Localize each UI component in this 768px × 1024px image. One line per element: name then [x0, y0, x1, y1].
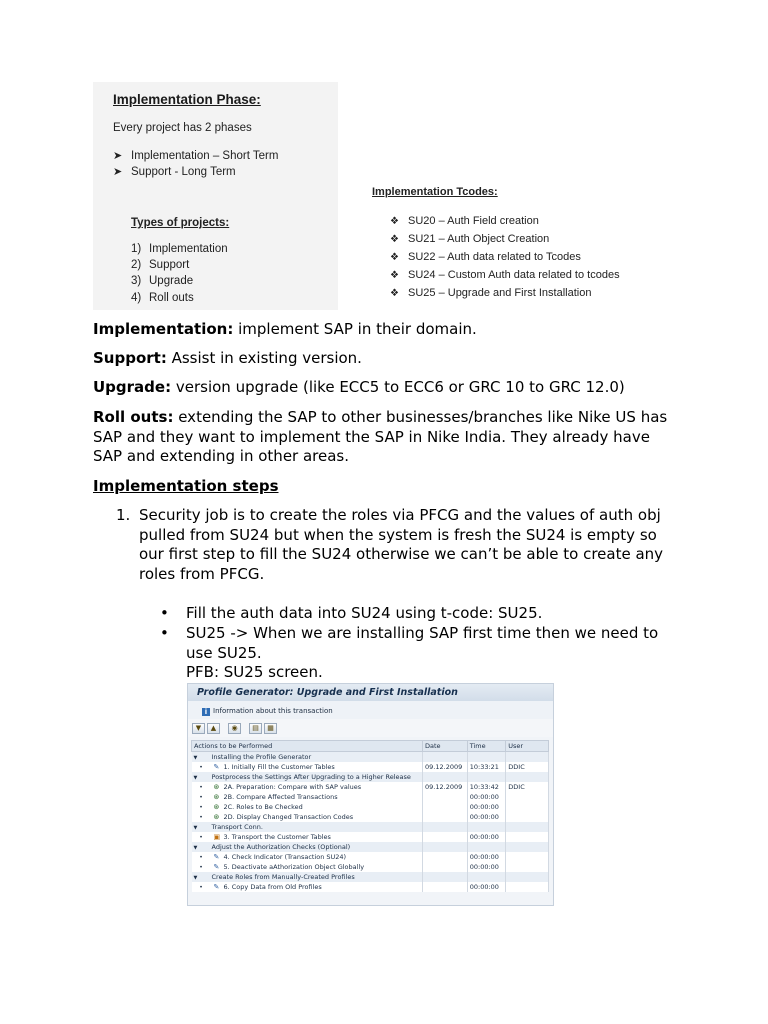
- action-cell: [192, 832, 423, 842]
- action-cell: [192, 802, 423, 812]
- bullet-item: • SU25 -> When we are installing SAP first time then we need to use SU25. PFB: SU25 screen.: [160, 624, 659, 681]
- action-cell: [192, 872, 423, 882]
- diamond-bullet-icon: ❖: [390, 270, 399, 281]
- user-cell: [506, 842, 549, 852]
- user-cell: [506, 812, 549, 822]
- table-row[interactable]: [192, 802, 549, 812]
- tcode-item: ❖ SU22 – Auth data related to Tcodes: [390, 251, 581, 263]
- table-row[interactable]: [192, 792, 549, 802]
- column-header[interactable]: Actions to be Performed: [192, 741, 423, 752]
- date-cell: [423, 752, 468, 763]
- type-item: 2) Support: [131, 259, 190, 271]
- date-cell: [423, 822, 468, 832]
- action-label: Transport Conn.: [211, 823, 263, 831]
- action-label: 1. Initially Fill the Customer Tables: [223, 763, 335, 771]
- user-cell: DDIC: [506, 762, 549, 772]
- action-cell: [192, 822, 423, 832]
- time-cell: 00:00:00: [467, 812, 506, 822]
- transport-icon[interactable]: ▣: [213, 833, 221, 841]
- edit-icon[interactable]: ✎: [213, 863, 220, 871]
- action-cell: [192, 882, 423, 892]
- edit-icon[interactable]: ✎: [213, 853, 220, 861]
- time-cell: [467, 822, 506, 832]
- user-cell: [506, 792, 549, 802]
- steps-heading: Implementation steps: [93, 477, 279, 495]
- user-cell: [506, 772, 549, 782]
- table-row[interactable]: [192, 762, 549, 772]
- diamond-bullet-icon: ❖: [390, 234, 399, 245]
- type-item: 1) Implementation: [131, 243, 228, 255]
- action-label: Postprocess the Settings After Upgrading to a Higher Release: [211, 773, 411, 781]
- action-cell: [192, 772, 423, 782]
- table-group-row[interactable]: [192, 872, 549, 882]
- collapse-all-icon[interactable]: ▲: [207, 723, 220, 734]
- execute-icon[interactable]: ⊛: [213, 803, 220, 811]
- action-label: 2C. Roles to Be Checked: [223, 803, 303, 811]
- expand-triangle-icon[interactable]: ▼: [193, 875, 198, 881]
- step-item: 1. Security job is to create the roles via PFCG and the values of auth obj pulled from SU24 but when the system is fresh the SU24 is empty so our first step to fill the SU24 otherwise we can’t be able to create any roles from PFCG.: [116, 506, 664, 583]
- layout-icon[interactable]: ▦: [264, 723, 277, 734]
- table-row[interactable]: [192, 812, 549, 822]
- node-bullet-icon: •: [193, 794, 203, 801]
- column-header[interactable]: Time: [467, 741, 506, 752]
- date-cell: [423, 832, 468, 842]
- arrow-bullet-icon: ➤: [113, 150, 123, 162]
- time-cell: 00:00:00: [467, 882, 506, 892]
- user-cell: [506, 882, 549, 892]
- tcodes-image: [338, 180, 628, 310]
- type-item: 4) Roll outs: [131, 292, 194, 304]
- node-bullet-icon: •: [193, 804, 203, 811]
- table-row[interactable]: [192, 782, 549, 792]
- edit-icon[interactable]: ✎: [213, 883, 220, 891]
- expand-triangle-icon[interactable]: ▼: [193, 775, 198, 781]
- user-cell: [506, 872, 549, 882]
- time-cell: 00:00:00: [467, 832, 506, 842]
- diamond-bullet-icon: ❖: [390, 252, 399, 263]
- execute-icon[interactable]: ⊛: [213, 813, 220, 821]
- date-cell: [423, 882, 468, 892]
- expand-triangle-icon[interactable]: ▼: [193, 755, 198, 761]
- execute-icon[interactable]: ⊛: [213, 793, 220, 801]
- action-cell: [192, 852, 423, 862]
- date-cell: [423, 802, 468, 812]
- slide-title: Implementation Phase:: [113, 92, 261, 107]
- user-cell: [506, 822, 549, 832]
- table-group-row[interactable]: [192, 752, 549, 763]
- bullet-icon: •: [160, 624, 169, 642]
- definition-upgrade: Upgrade: version upgrade (like ECC5 to ECC6 or GRC 10 to GRC 12.0): [93, 378, 625, 396]
- implementation-phase-image: [93, 82, 338, 310]
- definition-implementation: Implementation: implement SAP in their domain.: [93, 320, 477, 338]
- node-bullet-icon: •: [193, 864, 203, 871]
- action-label: 6. Copy Data from Old Profiles: [223, 883, 322, 891]
- user-cell: [506, 832, 549, 842]
- time-cell: [467, 772, 506, 782]
- time-cell: [467, 842, 506, 852]
- action-label: Installing the Profile Generator: [211, 753, 312, 761]
- find-icon[interactable]: ◉: [228, 723, 241, 734]
- time-cell: 00:00:00: [467, 792, 506, 802]
- date-cell: 09.12.2009: [423, 782, 468, 792]
- date-cell: [423, 862, 468, 872]
- date-cell: [423, 772, 468, 782]
- execute-icon[interactable]: ⊛: [213, 783, 220, 791]
- actions-table: [191, 740, 549, 892]
- table-row[interactable]: [192, 852, 549, 862]
- action-cell: [192, 762, 423, 772]
- user-cell: [506, 802, 549, 812]
- action-label: 5. Deactivate aAthorization Object Globally: [223, 863, 365, 871]
- tcode-item: ❖ SU20 – Auth Field creation: [390, 215, 539, 227]
- user-cell: [506, 752, 549, 763]
- expand-all-icon[interactable]: ▼: [192, 723, 205, 734]
- table-group-row[interactable]: [192, 772, 549, 782]
- definition-support: Support: Assist in existing version.: [93, 349, 362, 367]
- tcode-item: ❖ SU25 – Upgrade and First Installation: [390, 287, 592, 299]
- date-cell: [423, 842, 468, 852]
- action-label: 4. Check Indicator (Transaction SU24): [223, 853, 347, 861]
- action-cell: [192, 842, 423, 852]
- type-item: 3) Upgrade: [131, 275, 194, 287]
- user-cell: [506, 852, 549, 862]
- user-cell: [506, 862, 549, 872]
- date-cell: [423, 812, 468, 822]
- definition-roll-outs: Roll outs: extending the SAP to other businesses/branches like Nike US has SAP and they want to implement the SAP in Nike India. They already have SAP and extending in other areas.: [93, 408, 668, 465]
- sap-screen-title: Profile Generator: Upgrade and First Installation: [188, 684, 553, 701]
- slide-subtitle: Every project has 2 phases: [113, 122, 252, 134]
- action-cell: [192, 782, 423, 792]
- types-heading: Types of projects:: [131, 217, 230, 229]
- node-bullet-icon: •: [193, 764, 203, 771]
- action-label: 2B. Compare Affected Transactions: [223, 793, 338, 801]
- bullet-item: • Fill the auth data into SU24 using t-code: SU25.: [160, 604, 543, 622]
- diamond-bullet-icon: ❖: [390, 216, 399, 227]
- tcodes-heading: Implementation Tcodes:: [372, 186, 498, 198]
- action-cell: [192, 752, 423, 763]
- table-group-row[interactable]: [192, 842, 549, 852]
- print-icon[interactable]: ▤: [249, 723, 262, 734]
- node-bullet-icon: •: [193, 884, 203, 891]
- sap-toolbar: [188, 719, 553, 737]
- action-label: 2A. Preparation: Compare with SAP values: [223, 783, 362, 791]
- expand-triangle-icon[interactable]: ▼: [193, 825, 198, 831]
- date-cell: [423, 852, 468, 862]
- table-row[interactable]: [192, 832, 549, 842]
- info-icon: i: [202, 708, 210, 716]
- date-cell: [423, 872, 468, 882]
- expand-triangle-icon[interactable]: ▼: [193, 845, 198, 851]
- info-link[interactable]: i Information about this transaction: [188, 701, 553, 719]
- diamond-bullet-icon: ❖: [390, 288, 399, 299]
- table-group-row[interactable]: [192, 822, 549, 832]
- date-cell: 09.12.2009: [423, 762, 468, 772]
- time-cell: 00:00:00: [467, 862, 506, 872]
- time-cell: 00:00:00: [467, 852, 506, 862]
- action-label: 2D. Display Changed Transaction Codes: [223, 813, 354, 821]
- action-label: Adjust the Authorization Checks (Optional): [211, 843, 351, 851]
- column-header[interactable]: Date: [423, 741, 468, 752]
- action-cell: [192, 862, 423, 872]
- node-bullet-icon: •: [193, 784, 203, 791]
- edit-icon[interactable]: ✎: [213, 763, 220, 771]
- table-row[interactable]: [192, 882, 549, 892]
- su25-screen: [187, 683, 554, 906]
- tcode-item: ❖ SU24 – Custom Auth data related to tcodes: [390, 269, 620, 281]
- user-cell: DDIC: [506, 782, 549, 792]
- phase-item: ➤ Support - Long Term: [113, 166, 236, 178]
- tcode-item: ❖ SU21 – Auth Object Creation: [390, 233, 550, 245]
- action-label: 3. Transport the Customer Tables: [223, 833, 331, 841]
- time-cell: 00:00:00: [467, 802, 506, 812]
- table-row[interactable]: [192, 862, 549, 872]
- arrow-bullet-icon: ➤: [113, 166, 123, 178]
- action-label: Create Roles from Manually-Created Profiles: [211, 873, 355, 881]
- node-bullet-icon: •: [193, 834, 203, 841]
- node-bullet-icon: •: [193, 814, 203, 821]
- action-cell: [192, 792, 423, 802]
- time-cell: 10:33:42: [467, 782, 506, 792]
- action-cell: [192, 812, 423, 822]
- time-cell: 10:33:21: [467, 762, 506, 772]
- time-cell: [467, 752, 506, 763]
- column-header[interactable]: User: [506, 741, 549, 752]
- bullet-icon: •: [160, 604, 169, 622]
- node-bullet-icon: •: [193, 854, 203, 861]
- phase-item: ➤ Implementation – Short Term: [113, 150, 279, 162]
- time-cell: [467, 872, 506, 882]
- date-cell: [423, 792, 468, 802]
